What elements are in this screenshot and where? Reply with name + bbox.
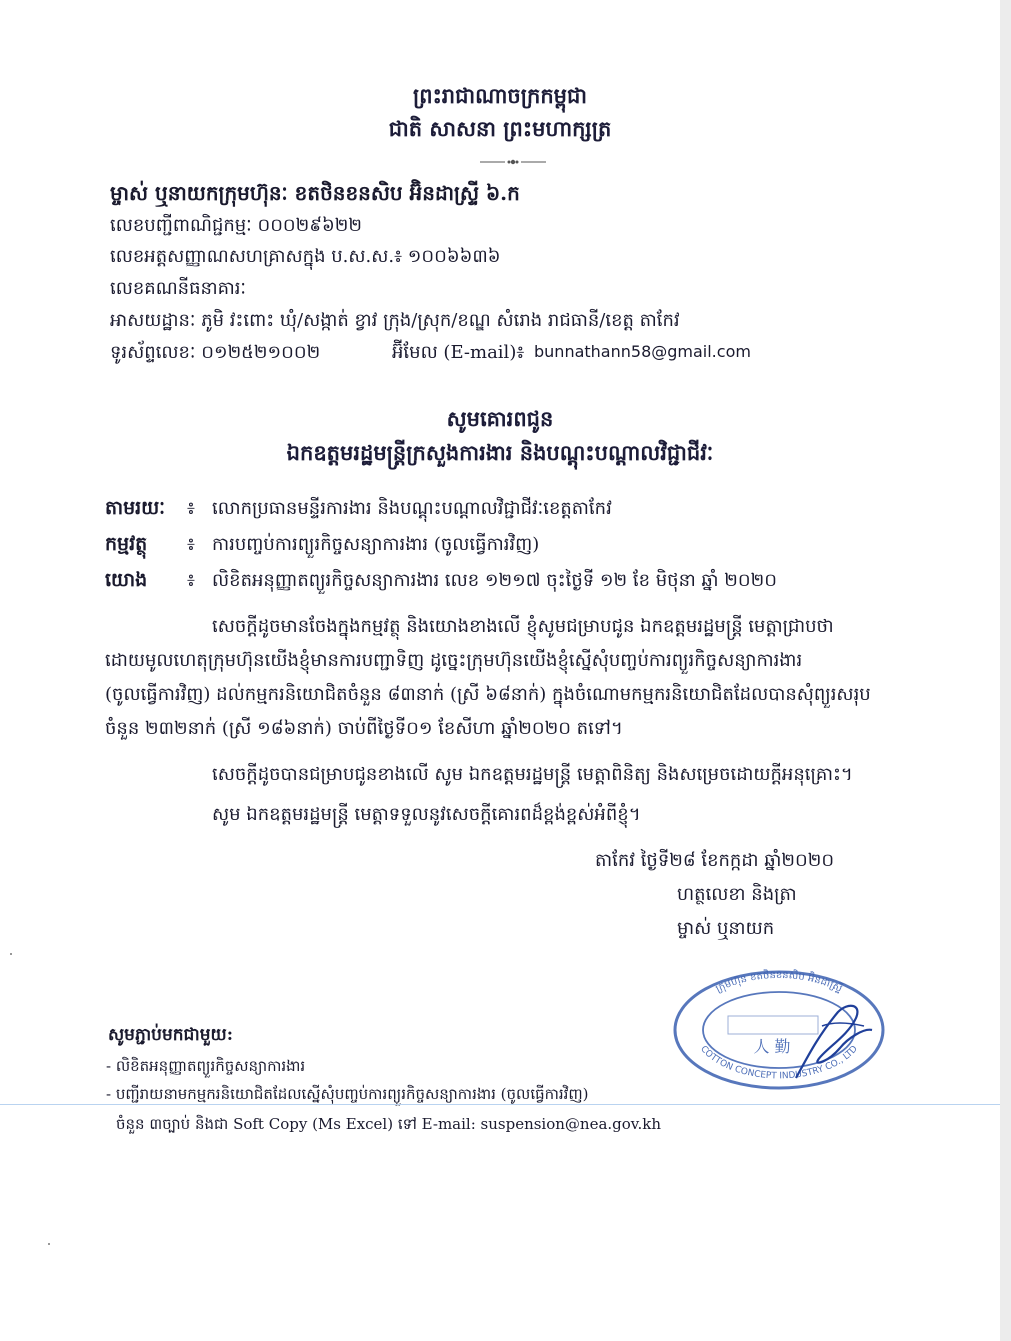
- bank-account: លេខគណនីធនាគារៈ: [110, 278, 247, 299]
- company-email: bunnathann58@gmail.com: [534, 342, 751, 361]
- page-edge: [1000, 0, 1011, 1341]
- commercial-registration: លេខបញ្ជីពាណិជ្ជកម្មៈ ០០០២៩៦២២: [110, 215, 363, 236]
- via-label: តាមរយៈ: [105, 497, 166, 519]
- seal-khmer-text: ក្រុមហ៊ុន ខតថិនខនសិប អ៊ិនដាស្ទ្រី: [714, 969, 844, 995]
- company-owner-line: ម្ចាស់ ឬនាយកក្រុមហ៊ុនៈ ខតថិនខនសិប អ៊ិនដាស្រ្ទី ៦.ក: [110, 181, 520, 205]
- attachment-item-1: - លិខិតអនុញ្ញាតព្យួរកិច្ចសន្យាការងារ: [106, 1057, 306, 1075]
- divider-line: [0, 1104, 1000, 1105]
- scan-speck: [10, 953, 12, 955]
- company-phone: ទូរស័ព្ទលេខៈ ០១២៥២១០០២: [110, 342, 321, 363]
- email-label: អ៊ីមែល (E-mail)៖: [392, 342, 525, 363]
- signoff-date: តាកែវ ថ្ងៃទី២៨ ខែកក្កដា ឆ្នាំ២០២០: [595, 850, 835, 871]
- greeting: សូមគោរពជូន: [446, 406, 554, 431]
- reference-colon: ៖: [187, 570, 195, 591]
- body-p1-line3: (ចូលធ្វើការវិញ) ដល់កម្មករនិយោជិតចំនួន ៨៣នាក់ (ស្រី ៦៨នាក់) ក្នុងចំណោមកម្មករនិយោជិតដែលបានសុំព្យួរសរុប: [105, 684, 871, 705]
- via-value: លោកប្រធានមន្ទីរការងារ និងបណ្តុះបណ្តាលវិជ្ជាជីវៈខេត្តតាកែវ: [212, 498, 612, 519]
- recipient-title: ឯកឧត្តមរដ្ឋមន្ត្រីក្រសួងការងារ និងបណ្តុះបណ្តាលវិជ្ជាជីវៈ: [286, 440, 714, 465]
- body-p1-line2: ដោយមូលហេតុក្រុមហ៊ុនយើងខ្ញុំមានការបញ្ជាទិញ ដូច្នេះក្រុមហ៊ុនយើងខ្ញុំស្នើសុំបញ្ចប់ការព្យួរកិច្ចសន្យាការងារ: [105, 650, 803, 671]
- reference-label: យោង: [105, 569, 148, 591]
- body-p1-line1: សេចក្តីដូចមានចែងក្នុងកម្មវត្ថុ និងយោងខាងលើ ខ្ញុំសូមជម្រាបជូន ឯកឧត្តមរដ្ឋមន្ត្រី មេត្តាជ្រាបថា: [212, 616, 834, 637]
- kingdom-title: ព្រះរាជាណាចក្រកម្ពុជា: [412, 83, 587, 108]
- national-motto: ជាតិ សាសនា ព្រះមហាក្សត្រ: [388, 116, 612, 141]
- scan-speck: [48, 1243, 50, 1245]
- attachment-item-3: ចំនួន ៣ច្បាប់ និងជា Soft Copy (Ms Excel) ទៅ E-mail: suspension@nea.gov.kh: [116, 1115, 662, 1133]
- company-address: អាសយដ្ឋានៈ ភូមិ វះពោះ ឃុំ/សង្កាត់ ខ្វាវ ក្រុង/ស្រុក/ខណ្ឌ សំរោង រាជធានី/ខេត្ត តាកែវ: [110, 310, 680, 331]
- company-seal-icon: [668, 966, 890, 1094]
- signature-label: ហត្ថលេខា និងត្រា: [677, 884, 797, 905]
- seal-english-text: COTTON CONCEPT INDUSTRY CO., LTD: [698, 1044, 860, 1082]
- body-p1-line4: ចំនួន ២៣២នាក់ (ស្រី ១៨៦នាក់) ចាប់ពីថ្ងៃទី០១ ខែសីហា ឆ្នាំ២០២០ តទៅ។: [105, 718, 623, 739]
- nssf-number: លេខអត្តសញ្ញាណសហគ្រាសក្នុង ប.ស.ស.៖ ១០០៦៦៣៦: [110, 246, 501, 267]
- signer-role: ម្ចាស់ ឬនាយក: [677, 918, 775, 939]
- subject-value: ការបញ្ចប់ការព្យួរកិច្ចសន្យាការងារ (ចូលធ្វើការវិញ): [212, 534, 540, 555]
- subject-label: កម្មវត្ថុ: [105, 533, 148, 555]
- body-p3: សូម ឯកឧត្តមរដ្ឋមន្ត្រី មេត្តាទទួលនូវសេចក្តីគោរពដ៏ខ្ពង់ខ្ពស់អំពីខ្ញុំ។: [212, 804, 641, 825]
- ornament-divider-icon: [480, 157, 546, 167]
- via-colon: ៖: [187, 498, 195, 519]
- attachments-title: សូមភ្ជាប់មកជាមួយ:: [108, 1025, 233, 1045]
- body-p2: សេចក្តីដូចបានជម្រាបជូនខាងលើ សូម ឯកឧត្តមរដ្ឋមន្ត្រី មេត្តាពិនិត្យ និងសម្រេចដោយក្តីអនុគ្រោះ។: [212, 764, 853, 785]
- reference-value: លិខិតអនុញ្ញាតព្យួរកិច្ចសន្យាការងារ លេខ ១២១៧ ចុះថ្ងៃទី ១២ ខែ មិថុនា ឆ្នាំ ២០២០: [212, 570, 778, 591]
- attachment-item-2: - បញ្ជីរាយនាមកម្មករនិយោជិតដែលស្នើសុំបញ្ចប់ការព្យួរកិច្ចសន្យាការងារ (ចូលធ្វើការវិញ): [106, 1085, 589, 1103]
- subject-colon: ៖: [187, 534, 195, 555]
- seal-center-text: 人 勤: [753, 1037, 791, 1056]
